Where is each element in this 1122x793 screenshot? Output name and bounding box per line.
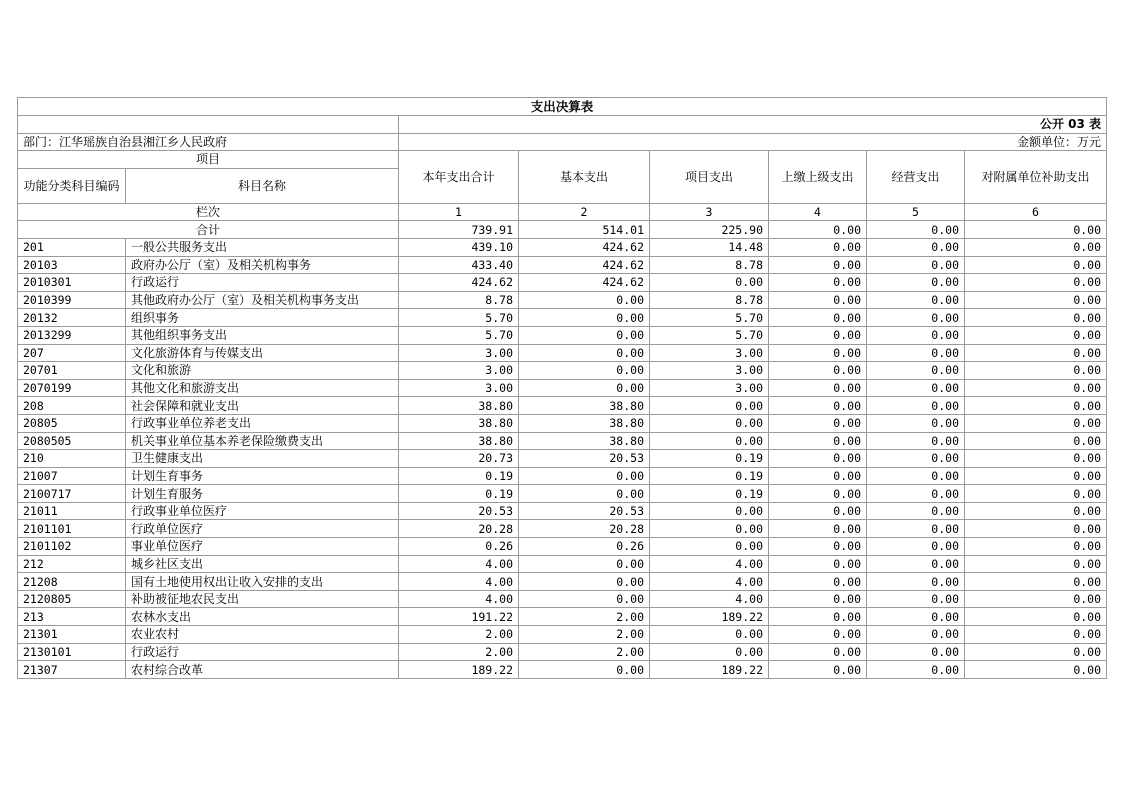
amount-cell: 0.00 <box>867 238 965 256</box>
subject-code: 2130101 <box>18 643 126 661</box>
amount-cell: 0.00 <box>867 344 965 362</box>
amount-cell: 0.00 <box>867 379 965 397</box>
amount-cell: 0.00 <box>769 520 867 538</box>
amount-cell: 8.78 <box>650 256 769 274</box>
table-row <box>18 555 1107 573</box>
amount-cell: 3.00 <box>650 362 769 380</box>
table-row <box>18 643 1107 661</box>
subject-code: 213 <box>18 608 126 626</box>
table-row <box>18 256 1107 274</box>
amount-cell: 3.00 <box>399 379 519 397</box>
amount-cell: 0.00 <box>965 467 1107 485</box>
amount-cell: 38.80 <box>519 414 650 432</box>
amount-cell: 0.00 <box>965 661 1107 679</box>
amount-cell: 20.53 <box>519 502 650 520</box>
subject-name: 行政事业单位医疗 <box>126 502 399 520</box>
subject-code: 210 <box>18 450 126 468</box>
amount-cell: 0.00 <box>867 256 965 274</box>
amount-cell: 0.00 <box>867 291 965 309</box>
amount-cell: 0.00 <box>519 467 650 485</box>
subject-code: 2101102 <box>18 538 126 556</box>
amount-cell: 0.00 <box>867 414 965 432</box>
amount-cell: 0.00 <box>965 326 1107 344</box>
col-number: 5 <box>867 203 965 221</box>
amount-cell: 0.00 <box>867 362 965 380</box>
amount-cell: 0.00 <box>965 432 1107 450</box>
form-number: 公开 03 表 <box>399 116 1107 134</box>
amount-cell: 3.00 <box>399 344 519 362</box>
amount-cell: 3.00 <box>650 344 769 362</box>
amount-cell: 5.70 <box>650 309 769 327</box>
subject-name: 机关事业单位基本养老保险缴费支出 <box>126 432 399 450</box>
amount-cell: 0.00 <box>519 485 650 503</box>
amount-cell: 4.00 <box>399 573 519 591</box>
table-row <box>18 538 1107 556</box>
amount-cell: 0.00 <box>867 450 965 468</box>
subject-name: 补助被征地农民支出 <box>126 590 399 608</box>
amount-cell: 2.00 <box>519 608 650 626</box>
amount-cell: 0.00 <box>769 573 867 591</box>
amount-cell: 0.00 <box>769 362 867 380</box>
amount-cell: 0.00 <box>769 590 867 608</box>
subject-name: 卫生健康支出 <box>126 450 399 468</box>
subject-name: 事业单位医疗 <box>126 538 399 556</box>
amount-cell: 189.22 <box>650 608 769 626</box>
table-row <box>18 520 1107 538</box>
amount-cell: 0.00 <box>769 414 867 432</box>
amount-cell: 0.00 <box>769 661 867 679</box>
subject-name: 城乡社区支出 <box>126 555 399 573</box>
subject-name: 一般公共服务支出 <box>126 238 399 256</box>
amount-cell: 0.00 <box>965 274 1107 292</box>
unit-label: 金额单位：万元 <box>399 133 1107 151</box>
amount-cell: 4.00 <box>399 555 519 573</box>
table-row <box>18 450 1107 468</box>
subject-code: 2120805 <box>18 590 126 608</box>
header-item: 项目 <box>18 151 399 169</box>
amount-cell: 0.19 <box>650 485 769 503</box>
amount-cell: 0.00 <box>867 626 965 644</box>
subject-code: 20701 <box>18 362 126 380</box>
subject-name: 行政运行 <box>126 274 399 292</box>
amount-cell: 0.00 <box>965 344 1107 362</box>
amount-cell: 0.00 <box>769 538 867 556</box>
subject-code: 21208 <box>18 573 126 591</box>
col-number: 2 <box>519 203 650 221</box>
total-value: 0.00 <box>769 221 867 239</box>
header-col2: 基本支出 <box>519 151 650 204</box>
report-title: 支出决算表 <box>18 98 1107 116</box>
amount-cell: 0.00 <box>867 520 965 538</box>
table-row <box>18 274 1107 292</box>
amount-cell: 0.00 <box>519 362 650 380</box>
amount-cell: 0.00 <box>965 520 1107 538</box>
subject-name: 行政事业单位养老支出 <box>126 414 399 432</box>
amount-cell: 424.62 <box>519 238 650 256</box>
amount-cell: 5.70 <box>650 326 769 344</box>
amount-cell: 20.53 <box>399 502 519 520</box>
table-row <box>18 573 1107 591</box>
subject-code: 2100717 <box>18 485 126 503</box>
amount-cell: 0.00 <box>769 309 867 327</box>
amount-cell: 5.70 <box>399 309 519 327</box>
header-name: 科目名称 <box>126 168 399 203</box>
amount-cell: 5.70 <box>399 326 519 344</box>
amount-cell: 4.00 <box>650 590 769 608</box>
amount-cell: 0.19 <box>650 450 769 468</box>
header-col4: 上缴上级支出 <box>769 151 867 204</box>
amount-cell: 0.00 <box>867 661 965 679</box>
amount-cell: 0.00 <box>965 379 1107 397</box>
subject-code: 2013299 <box>18 326 126 344</box>
col-number: 1 <box>399 203 519 221</box>
subject-name: 社会保障和就业支出 <box>126 397 399 415</box>
total-label: 合计 <box>18 221 399 239</box>
row-label: 栏次 <box>18 203 399 221</box>
amount-cell: 0.00 <box>769 326 867 344</box>
amount-cell: 0.00 <box>769 291 867 309</box>
subject-code: 2010399 <box>18 291 126 309</box>
subject-code: 208 <box>18 397 126 415</box>
amount-cell: 0.00 <box>867 274 965 292</box>
amount-cell: 191.22 <box>399 608 519 626</box>
amount-cell: 0.26 <box>519 538 650 556</box>
amount-cell: 0.00 <box>965 608 1107 626</box>
amount-cell: 0.00 <box>769 238 867 256</box>
amount-cell: 0.00 <box>965 256 1107 274</box>
total-value: 0.00 <box>965 221 1107 239</box>
amount-cell: 0.00 <box>965 485 1107 503</box>
subject-name: 农村综合改革 <box>126 661 399 679</box>
amount-cell: 424.62 <box>519 256 650 274</box>
amount-cell: 0.00 <box>519 555 650 573</box>
amount-cell: 0.00 <box>519 661 650 679</box>
amount-cell: 0.00 <box>867 485 965 503</box>
table-row <box>18 414 1107 432</box>
amount-cell: 0.00 <box>867 555 965 573</box>
amount-cell: 2.00 <box>519 626 650 644</box>
amount-cell: 0.00 <box>519 344 650 362</box>
amount-cell: 0.00 <box>650 520 769 538</box>
amount-cell: 0.00 <box>965 573 1107 591</box>
amount-cell: 0.00 <box>965 238 1107 256</box>
subject-code: 20103 <box>18 256 126 274</box>
total-value: 739.91 <box>399 221 519 239</box>
amount-cell: 0.00 <box>769 397 867 415</box>
amount-cell: 0.00 <box>965 309 1107 327</box>
amount-cell: 0.00 <box>650 502 769 520</box>
amount-cell: 0.00 <box>769 485 867 503</box>
amount-cell: 0.00 <box>519 573 650 591</box>
amount-cell: 0.19 <box>399 467 519 485</box>
amount-cell: 20.73 <box>399 450 519 468</box>
amount-cell: 0.00 <box>650 274 769 292</box>
table-row <box>18 397 1107 415</box>
amount-cell: 38.80 <box>399 414 519 432</box>
col-number: 3 <box>650 203 769 221</box>
amount-cell: 0.00 <box>769 450 867 468</box>
amount-cell: 0.00 <box>519 590 650 608</box>
total-value: 514.01 <box>519 221 650 239</box>
amount-cell: 0.00 <box>867 502 965 520</box>
amount-cell: 0.19 <box>399 485 519 503</box>
subject-code: 201 <box>18 238 126 256</box>
subject-name: 文化旅游体育与传媒支出 <box>126 344 399 362</box>
amount-cell: 0.00 <box>769 502 867 520</box>
amount-cell: 0.00 <box>867 608 965 626</box>
amount-cell: 0.00 <box>965 502 1107 520</box>
amount-cell: 0.00 <box>769 432 867 450</box>
total-value: 0.00 <box>867 221 965 239</box>
table-row <box>18 502 1107 520</box>
amount-cell: 0.00 <box>965 555 1107 573</box>
amount-cell: 0.00 <box>867 573 965 591</box>
amount-cell: 189.22 <box>399 661 519 679</box>
amount-cell: 0.00 <box>769 256 867 274</box>
amount-cell: 0.00 <box>965 414 1107 432</box>
subject-name: 行政运行 <box>126 643 399 661</box>
subject-code: 2080505 <box>18 432 126 450</box>
subject-code: 20132 <box>18 309 126 327</box>
subject-name: 行政单位医疗 <box>126 520 399 538</box>
subject-name: 其他文化和旅游支出 <box>126 379 399 397</box>
amount-cell: 0.00 <box>867 590 965 608</box>
amount-cell: 0.26 <box>399 538 519 556</box>
amount-cell: 0.00 <box>965 626 1107 644</box>
amount-cell: 439.10 <box>399 238 519 256</box>
amount-cell: 0.00 <box>650 432 769 450</box>
amount-cell: 0.00 <box>519 309 650 327</box>
table-row <box>18 379 1107 397</box>
subject-code: 212 <box>18 555 126 573</box>
subject-name: 国有土地使用权出让收入安排的支出 <box>126 573 399 591</box>
amount-cell: 0.00 <box>650 626 769 644</box>
amount-cell: 0.00 <box>650 414 769 432</box>
amount-cell: 0.00 <box>867 309 965 327</box>
subject-code: 21011 <box>18 502 126 520</box>
table-row <box>18 362 1107 380</box>
subject-code: 21007 <box>18 467 126 485</box>
subject-code: 20805 <box>18 414 126 432</box>
amount-cell: 0.00 <box>650 538 769 556</box>
amount-cell: 4.00 <box>650 555 769 573</box>
subject-name: 计划生育服务 <box>126 485 399 503</box>
subject-name: 组织事务 <box>126 309 399 327</box>
amount-cell: 2.00 <box>519 643 650 661</box>
amount-cell: 0.00 <box>965 450 1107 468</box>
subject-code: 207 <box>18 344 126 362</box>
amount-cell: 0.00 <box>769 344 867 362</box>
amount-cell: 20.28 <box>399 520 519 538</box>
header-col3: 项目支出 <box>650 151 769 204</box>
amount-cell: 0.00 <box>965 291 1107 309</box>
table-row <box>18 590 1107 608</box>
amount-cell: 0.00 <box>965 538 1107 556</box>
table-row <box>18 661 1107 679</box>
amount-cell: 0.00 <box>769 608 867 626</box>
amount-cell: 38.80 <box>519 432 650 450</box>
amount-cell: 4.00 <box>399 590 519 608</box>
amount-cell: 424.62 <box>399 274 519 292</box>
amount-cell: 433.40 <box>399 256 519 274</box>
amount-cell: 20.28 <box>519 520 650 538</box>
col-number: 6 <box>965 203 1107 221</box>
department-label: 部门：江华瑶族自治县湘江乡人民政府 <box>18 133 399 151</box>
total-value: 225.90 <box>650 221 769 239</box>
amount-cell: 0.00 <box>769 555 867 573</box>
amount-cell: 8.78 <box>650 291 769 309</box>
amount-cell: 0.00 <box>769 626 867 644</box>
amount-cell: 0.00 <box>965 590 1107 608</box>
amount-cell: 2.00 <box>399 626 519 644</box>
amount-cell: 0.00 <box>650 643 769 661</box>
subject-name: 农业农村 <box>126 626 399 644</box>
amount-cell: 0.00 <box>867 538 965 556</box>
amount-cell: 0.00 <box>965 362 1107 380</box>
amount-cell: 2.00 <box>399 643 519 661</box>
amount-cell: 0.00 <box>965 397 1107 415</box>
table-row <box>18 467 1107 485</box>
amount-cell: 4.00 <box>650 573 769 591</box>
amount-cell: 3.00 <box>650 379 769 397</box>
subject-name: 其他组织事务支出 <box>126 326 399 344</box>
subject-code: 2101101 <box>18 520 126 538</box>
amount-cell: 0.00 <box>867 397 965 415</box>
amount-cell: 38.80 <box>519 397 650 415</box>
amount-cell: 0.00 <box>650 397 769 415</box>
amount-cell: 0.00 <box>519 326 650 344</box>
subject-code: 2010301 <box>18 274 126 292</box>
table-row <box>18 344 1107 362</box>
amount-cell: 0.00 <box>769 274 867 292</box>
subject-name: 文化和旅游 <box>126 362 399 380</box>
subject-name: 农林水支出 <box>126 608 399 626</box>
amount-cell: 0.00 <box>769 379 867 397</box>
table-row <box>18 309 1107 327</box>
amount-cell: 14.48 <box>650 238 769 256</box>
amount-cell: 0.00 <box>769 643 867 661</box>
header-col1: 本年支出合计 <box>399 151 519 204</box>
subject-name: 计划生育事务 <box>126 467 399 485</box>
amount-cell: 38.80 <box>399 432 519 450</box>
amount-cell: 0.00 <box>867 432 965 450</box>
amount-cell: 0.00 <box>867 643 965 661</box>
table-row <box>18 626 1107 644</box>
amount-cell: 0.00 <box>867 326 965 344</box>
subject-name: 政府办公厅（室）及相关机构事务 <box>126 256 399 274</box>
table-row <box>18 238 1107 256</box>
table-row <box>18 291 1107 309</box>
amount-cell: 0.19 <box>650 467 769 485</box>
subject-name: 其他政府办公厅（室）及相关机构事务支出 <box>126 291 399 309</box>
expenditure-table <box>17 97 1107 679</box>
amount-cell: 0.00 <box>769 467 867 485</box>
header-col5: 经营支出 <box>867 151 965 204</box>
table-row <box>18 326 1107 344</box>
total-row <box>18 221 1107 239</box>
table-row <box>18 608 1107 626</box>
subject-code: 21301 <box>18 626 126 644</box>
amount-cell: 424.62 <box>519 274 650 292</box>
amount-cell: 20.53 <box>519 450 650 468</box>
header-col6: 对附属单位补助支出 <box>965 151 1107 204</box>
amount-cell: 189.22 <box>650 661 769 679</box>
amount-cell: 0.00 <box>519 379 650 397</box>
table-row <box>18 485 1107 503</box>
col-number: 4 <box>769 203 867 221</box>
amount-cell: 3.00 <box>399 362 519 380</box>
amount-cell: 0.00 <box>965 643 1107 661</box>
amount-cell: 8.78 <box>399 291 519 309</box>
header-code: 功能分类科目编码 <box>18 168 126 203</box>
subject-code: 21307 <box>18 661 126 679</box>
amount-cell: 0.00 <box>867 467 965 485</box>
amount-cell: 0.00 <box>519 291 650 309</box>
amount-cell: 38.80 <box>399 397 519 415</box>
subject-code: 2070199 <box>18 379 126 397</box>
table-row <box>18 432 1107 450</box>
